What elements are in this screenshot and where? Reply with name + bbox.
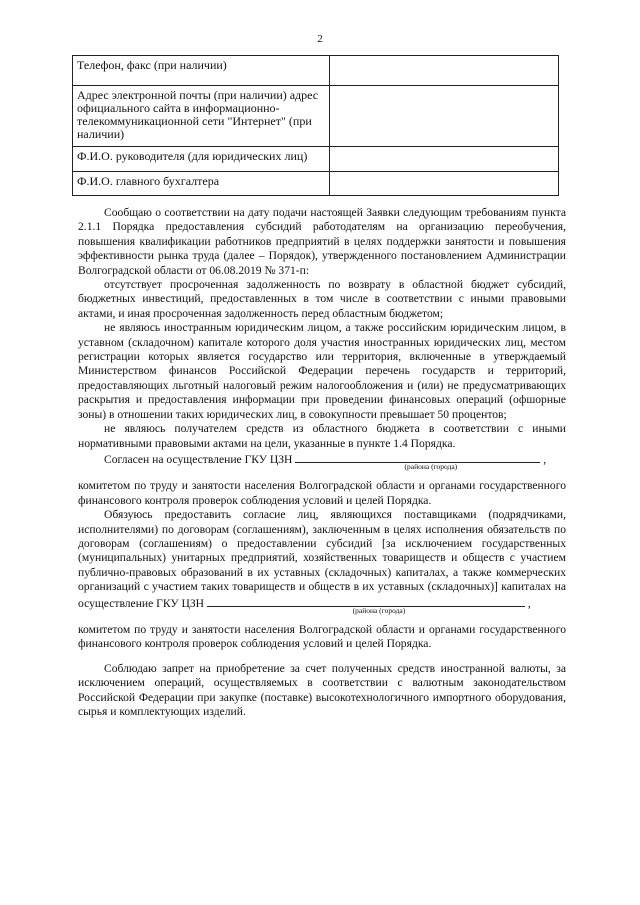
district-caption-2: (района (города) [352,605,406,615]
obligation-text: Обязуюсь предоставить согласие лиц, являющихся поставщиками (подрядчиками, исполнителями) по договорам (соглашениям), заключенным в целях исполнения обязательств по договорам (соглашениям) о предоставлении субсидий [за исключением государственных (муниципальных) унитарных предприятий, хозяйственных товариществ и обществ с участием публично-правовых образований в их уставных (складочных) капиталах, а также коммерческих организаций с участием таких товариществ и обществ в их уставных (складочных)] капиталах [78,508,566,594]
row-label-email: Адрес электронной почты (при наличии) адрес официального сайта в информационно-телекоммуникационной сети "Интернет" (при наличии) [73,86,330,147]
paragraph-committee-2: комитетом по труду и занятости населения Волгоградской области и органами государственного финансового контроля проверок соблюдения условий и целей Порядка. [78,622,566,651]
paragraph-no-debt: отсутствует просроченная задолженность по возврату в областной бюджет субсидий, бюджетных инвестиций, предоставленных в том числе в соответствии с иными правовыми актами, и иная просроченная задолженность перед областным бюджетом; [78,278,566,320]
row-label-phone: Телефон, факс (при наличии) [73,56,330,86]
row-label-accountant: Ф.И.О. главного бухгалтера [73,172,330,196]
district-fill-line[interactable] [295,451,540,471]
obligation-tail-prefix: на осуществление ГКУ ЦЗН [78,580,567,610]
table-row [73,172,559,196]
consent-suffix: , [543,452,547,466]
paragraph-consent [78,451,566,471]
paragraph-currency-ban: Соблюдаю запрет на приобретение за счет полученных средств иностранной валюты, за исключением операций, осуществляемых в соответствии с валютным законодательством Российской Федерации при закупке (поставке) высокотехнологичного импортного оборудования, сырья и комплектующих изделий. [78,661,566,718]
table-row [73,147,559,172]
row-value-accountant [329,172,558,196]
paragraph-obligation [78,508,567,615]
applicant-info-table [72,55,559,196]
row-label-director: Ф.И.О. руководителя (для юридических лиц) [73,147,330,172]
paragraph-committee: комитетом по труду и занятости населения Волгоградской области и органами государственного финансового контроля проверок соблюдения условий и целей Порядка. [78,479,566,507]
row-value-director [329,147,558,172]
obligation-tail-suffix: , [527,596,531,610]
district-caption: (района (города) [404,461,458,471]
district-fill-line-2[interactable] [207,595,525,615]
page-number: 2 [317,33,323,45]
table-row [73,56,559,86]
table-row [73,86,559,147]
paragraph-not-foreign: не являюсь иностранным юридическим лицом, а также российским юридическим лицом, в уставном (складочном) капитале которого доля участия иностранных юридических лиц, местом регистрации которых является государство или территория, включенные в утверждаемый Министерством финансов Российской Федерации перечень государств и территорий, предоставляющих льготный налоговый режим налогообложения и (или) не предусматривающих раскрытия и предоставления информации при проведении финансовых операций (офшорные зоны) в отношении таких юридических лиц, в совокупности превышает 50 процентов; [78,321,566,421]
row-value-email [329,86,558,147]
paragraph-compliance: Сообщаю о соответствии на дату подачи настоящей Заявки следующим требованиям пункта 2.1.1 Порядка предоставления субсидий работодателям на организацию переобучения, повышения квалификации работников предприятий в целях поддержки занятости и повышения эффективности рынка труда (далее – Порядок), утвержденного постановлением Администрации Волгоградской области от 06.08.2019 № 371-п: [78,206,566,277]
consent-prefix: Согласен на осуществление ГКУ ЦЗН [104,452,293,466]
paragraph-not-recipient: не являюсь получателем средств из областного бюджета в соответствии с иными нормативными правовыми актами на цели, указанные в пункте 1.4 Порядка. [78,422,566,450]
row-value-phone [329,56,558,86]
declaration-text [78,206,566,719]
